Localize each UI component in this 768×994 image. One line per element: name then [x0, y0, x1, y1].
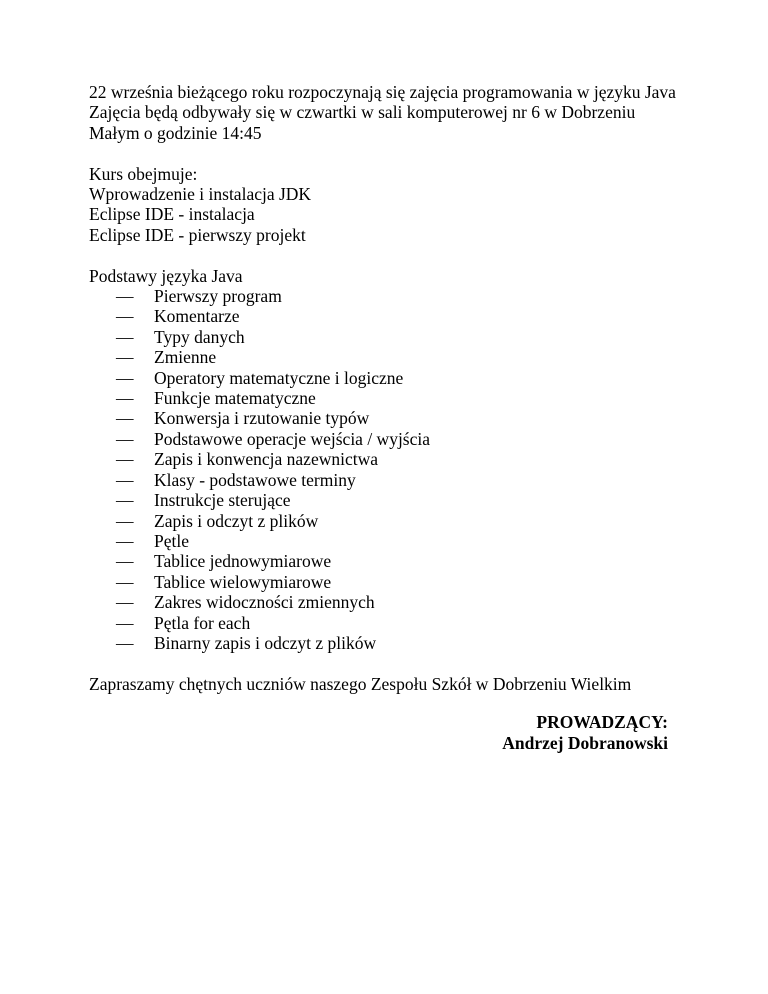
list-item-label: Zapis i konwencja nazewnictwa — [154, 449, 379, 470]
course-heading: Kurs obejmuje: — [89, 163, 198, 184]
invitation-text: Zapraszamy chętnych uczniów naszego Zespołu Szkół w Dobrzeniu Wielkim — [89, 673, 632, 694]
basics-section — [89, 266, 689, 654]
dash-bullet: — — [116, 388, 134, 409]
list-item — [89, 490, 689, 510]
intro-line-schedule: Zajęcia będą odbywały się w czwartki w sali komputerowej nr 6 w Dobrzeniu Małym o godzinie 14:45 — [89, 102, 636, 143]
dash-bullet: — — [116, 510, 134, 531]
list-item-label: Zmienne — [154, 347, 217, 368]
list-item-label: Tablice jednowymiarowe — [154, 551, 332, 572]
list-item — [89, 592, 689, 612]
course-item: Eclipse IDE - pierwszy projekt — [89, 224, 306, 245]
dash-bullet: — — [116, 592, 134, 613]
list-item — [89, 511, 689, 531]
list-item-label: Pętle — [154, 530, 189, 551]
signature-role: PROWADZĄCY: — [536, 712, 668, 732]
dash-bullet: — — [116, 551, 134, 572]
list-item-label: Binarny zapis i odczyt z plików — [154, 632, 377, 653]
dash-bullet: — — [116, 490, 134, 511]
list-item-label: Konwersja i rzutowanie typów — [154, 408, 370, 429]
list-item-label: Pętla for each — [154, 612, 251, 633]
list-item — [89, 368, 689, 388]
intro-section — [89, 82, 689, 143]
dash-bullet: — — [116, 469, 134, 490]
list-item — [89, 429, 689, 449]
dash-bullet: — — [116, 612, 134, 633]
dash-bullet: — — [116, 326, 134, 347]
list-item-label: Komentarze — [154, 306, 240, 327]
list-item-label: Zakres widoczności zmiennych — [154, 592, 375, 613]
dash-bullet: — — [116, 571, 134, 592]
dash-bullet: — — [116, 408, 134, 429]
course-item: Eclipse IDE - instalacja — [89, 204, 255, 225]
dash-bullet: — — [116, 306, 134, 327]
dash-bullet: — — [116, 367, 134, 388]
course-item: Wprowadzenie i instalacja JDK — [89, 184, 312, 205]
list-item — [89, 449, 689, 469]
list-item-label: Pierwszy program — [154, 286, 282, 307]
list-item-label: Instrukcje sterujące — [154, 490, 291, 511]
list-item-label: Podstawowe operacje wejścia / wyjścia — [154, 428, 431, 449]
topics-list — [89, 286, 689, 653]
dash-bullet: — — [116, 286, 134, 307]
list-item — [89, 613, 689, 633]
dash-bullet: — — [116, 530, 134, 551]
intro-line-start-date: 22 września bieżącego roku rozpoczynają się zajęcia programowania w języku Java — [89, 82, 676, 102]
list-item-label: Tablice wielowymiarowe — [154, 571, 332, 592]
dash-bullet: — — [116, 449, 134, 470]
list-item-label: Zapis i odczyt z plików — [154, 510, 319, 531]
dash-bullet: — — [116, 428, 134, 449]
list-item — [89, 327, 689, 347]
document-body — [89, 82, 689, 694]
course-section — [89, 164, 689, 246]
list-item-label: Klasy - podstawowe terminy — [154, 469, 356, 490]
list-item — [89, 408, 689, 428]
dash-bullet: — — [116, 347, 134, 368]
list-item — [89, 551, 689, 571]
list-item — [89, 633, 689, 653]
signature-name: Andrzej Dobranowski — [502, 733, 668, 753]
list-item — [89, 347, 689, 367]
basics-heading: Podstawy języka Java — [89, 265, 243, 286]
signature-block — [502, 712, 668, 754]
list-item — [89, 572, 689, 592]
list-item — [89, 388, 689, 408]
list-item — [89, 306, 689, 326]
list-item — [89, 531, 689, 551]
list-item-label: Funkcje matematyczne — [154, 388, 316, 409]
list-item — [89, 470, 689, 490]
dash-bullet: — — [116, 632, 134, 653]
list-item — [89, 286, 689, 306]
list-item-label: Typy danych — [154, 326, 245, 347]
list-item-label: Operatory matematyczne i logiczne — [154, 367, 404, 388]
